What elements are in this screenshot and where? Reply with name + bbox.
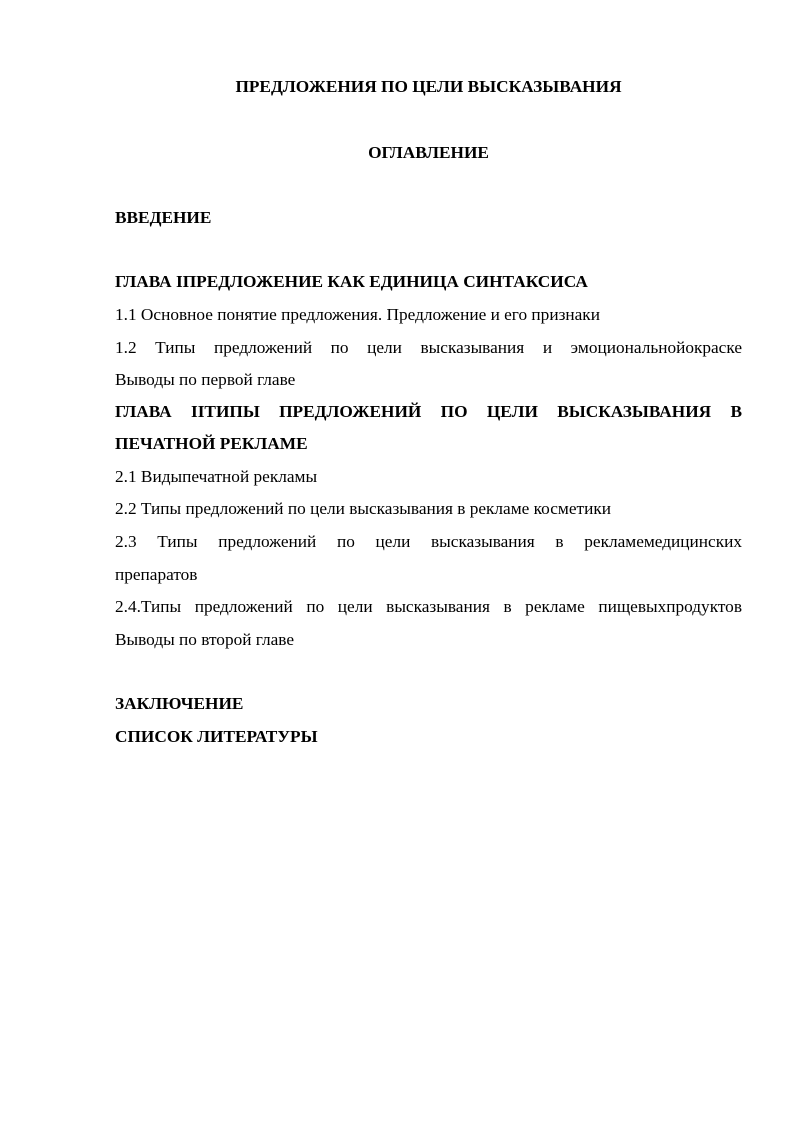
chapter1-title: ГЛАВА IПРЕДЛОЖЕНИЕ КАК ЕДИНИЦА СИНТАКСИСА [115, 272, 588, 291]
toc-intro: ВВЕДЕНИЕ [115, 208, 212, 227]
toc-conclusion: ЗАКЛЮЧЕНИЕ [115, 694, 244, 713]
chapter2-title-line2: ПЕЧАТНОЙ РЕКЛАМЕ [115, 434, 308, 453]
toc-item-1-2: 1.2 Типы предложений по цели высказывания и эмоциональнойокраске [115, 338, 742, 357]
document-title: ПРЕДЛОЖЕНИЯ ПО ЦЕЛИ ВЫСКАЗЫВАНИЯ [235, 77, 622, 96]
toc-item-2-3-cont: препаратов [115, 565, 198, 584]
toc-item-1-1: 1.1 Основное понятие предложения. Предложение и его признаки [115, 305, 600, 324]
toc-references: СПИСОК ЛИТЕРАТУРЫ [115, 727, 318, 746]
chapter1-conclusion: Выводы по первой главе [115, 370, 296, 389]
toc-item-2-1: 2.1 Видыпечатной рекламы [115, 467, 318, 486]
toc-heading: ОГЛАВЛЕНИЕ [368, 143, 489, 162]
chapter2-title-line1: ГЛАВА IIТИПЫ ПРЕДЛОЖЕНИЙ ПО ЦЕЛИ ВЫСКАЗЫВАНИЯ В [115, 402, 742, 421]
chapter2-conclusion: Выводы по второй главе [115, 630, 295, 649]
toc-item-2-4: 2.4.Типы предложений по цели высказывания в рекламе пищевыхпродуктов [115, 597, 742, 616]
toc-item-2-3: 2.3 Типы предложений по цели высказывания в рекламемедицинских [115, 532, 742, 551]
toc-item-2-2: 2.2 Типы предложений по цели высказывания в рекламе косметики [115, 499, 611, 518]
